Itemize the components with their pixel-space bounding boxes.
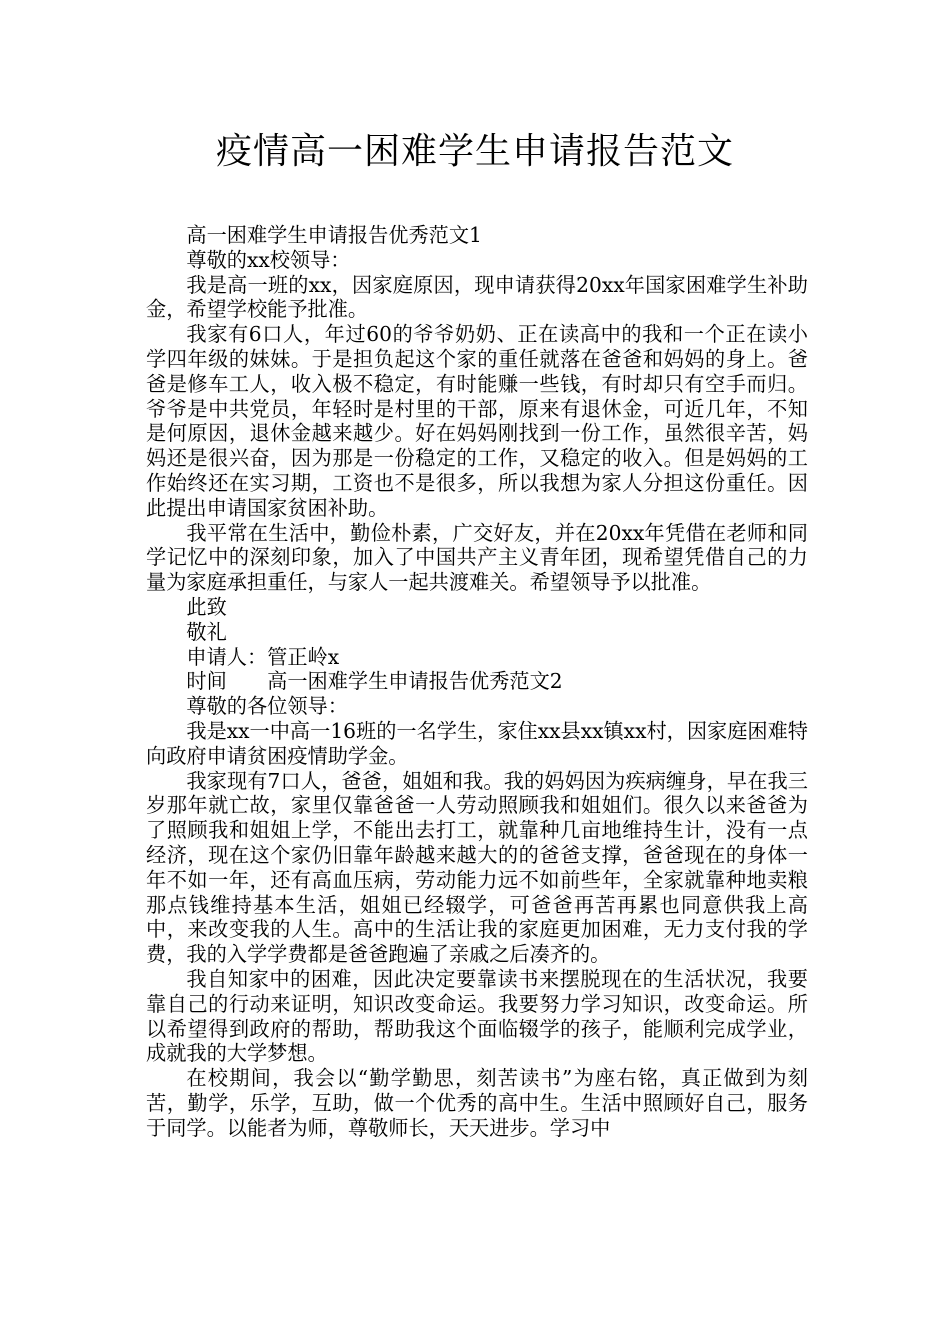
paragraph-heading-1: 高一困难学生申请报告优秀范文1 bbox=[186, 223, 482, 247]
paragraph: 我是xx一中高一16班的一名学生，家住xx县xx镇xx村，因家庭困难特向政府申请贫困疫情助学金。 bbox=[146, 718, 808, 768]
paragraph: 我是高一班的xx，因家庭原因，现申请获得20xx年国家困难学生补助金，希望学校能予批准。 bbox=[146, 272, 808, 322]
paragraph-salutation-2: 尊敬的各位领导： bbox=[186, 694, 348, 719]
signature-line: 申请人：管正岭x bbox=[186, 644, 340, 669]
closing-line: 此致 bbox=[186, 594, 227, 619]
paragraph-salutation-1: 尊敬的xx校领导： bbox=[186, 247, 351, 272]
paragraph: 在校期间，我会以“勤学勤思，刻苦读书”为座右铭，真正做到为刻苦，勤学，乐学，互助，做一个优秀的高中生。生活中照顾好自己，服务于同学。以能者为师，尊敬师长，天天进步。学习中 bbox=[146, 1066, 808, 1140]
paragraph: 我家现有7口人，爸爸，姐姐和我。我的妈妈因为疾病缠身，早在我三岁那年就亡故，家里仅靠爸爸一人劳动照顾我和姐姐们。很久以来爸爸为了照顾我和姐姐上学，不能出去打工，就靠种几亩地维持生计，没有一点经济，现在这个家仍旧靠年龄越来越大的的爸爸支撑，爸爸现在的身体一年不如一年，还有高血压病，劳动能力远不如前些年，全家就靠种地卖粮那点钱维持基本生活，姐姐已经辍学，可爸爸再苦再累也同意供我上高中，来改变我的人生。高中的生活让我的家庭更加困难，无力支付我的学费，我的入学学费都是爸爸跑遍了亲戚之后凑齐的。 bbox=[146, 768, 808, 967]
closing-line: 敬礼 bbox=[186, 619, 227, 644]
paragraph: 我平常在生活中，勤俭朴素，广交好友，并在20xx年凭借在老师和同学记忆中的深刻印象，加入了中国共产主义青年团，现希望凭借自己的力量为家庭承担重任，与家人一起共渡难关。希望领导予以批准。 bbox=[146, 520, 808, 595]
document-title: 疫情高一困难学生申请报告范文 bbox=[215, 131, 734, 172]
paragraph: 我家有6口人，年过60的爷爷奶奶、正在读高中的我和一个正在读小学四年级的妹妹。于是担负起这个家的重任就落在爸爸和妈妈的身上。爸爸是修车工人，收入极不稳定，有时能赚一些钱，有时却只有空手而归。爷爷是中共党员，年轻时是村里的干部，原来有退休金，可近几年，不知是何原因，退休金越来越少。好在妈妈刚找到一份工作，虽然很辛苦，妈妈还是很兴奋，因为那是一份稳定的工作，又稳定的收入。但是妈妈的工作始终还在实习期，工资也不是很多，所以我想为家人分担这份重任。因此提出申请国家贫困补助。 bbox=[146, 322, 808, 520]
paragraph: 我自知家中的困难，因此决定要靠读书来摆脱现在的生活状况，我要靠自己的行动来证明，知识改变命运。我要努力学习知识，改变命运。所以希望得到政府的帮助，帮助我这个面临辍学的孩子，能顺利完成学业，成就我的大学梦想。 bbox=[146, 966, 808, 1066]
date-line: 时间 高一困难学生申请报告优秀范文2 bbox=[186, 669, 563, 694]
document-body bbox=[146, 223, 808, 1140]
